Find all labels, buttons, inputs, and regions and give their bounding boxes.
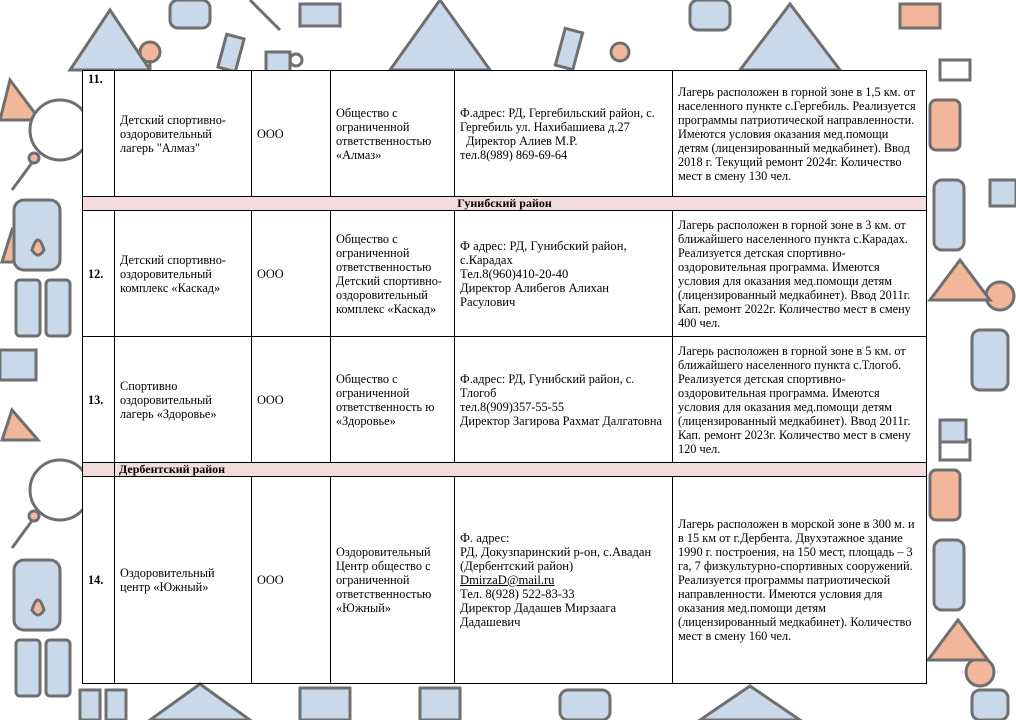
camp-info: Лагерь расположен в горной зоне в 3 км. от ближайшего населенного пункта с.Карадах. Реализуется детская спортивно-оздоровительная программа. Имеются условия для оказания мед.помощи детям (лицензированный медкабинет). Ввод 2011г. Кап. ремонт 2022г. Количество мест в смену 400 чел.: [673, 211, 927, 337]
address-line: Ф.адрес: РД, Гунибский район, с. Тлогоб: [460, 371, 635, 400]
water-bottle-icon: [934, 180, 964, 610]
moth-icon: [966, 658, 994, 686]
camp-name: Детский спортивно-оздоровительный комплекс «Каскад»: [115, 211, 252, 337]
legal-form: ООО: [252, 337, 331, 463]
boot-icon: [300, 688, 350, 720]
address-cell: [455, 211, 673, 337]
row-number: 13.: [83, 337, 115, 463]
owner-organization: Оздоровительный Центр общество с ограниченной ответственностью «Южный»: [331, 477, 455, 684]
boot-icon: [300, 4, 340, 26]
gas-canister-icon: [218, 34, 244, 72]
pine-tree-icon: [611, 43, 629, 61]
address-line: Директор Дадашев Мирзаага Дадашевич: [460, 601, 617, 629]
address-line: Тел.8(960)410-20-40: [460, 266, 569, 281]
address-cell: [455, 71, 673, 197]
owner-organization: Общество с ограниченной ответственностью Детский спортивно-оздоровительный комплекс «Каскад»: [331, 211, 455, 337]
address-cell: [455, 477, 673, 684]
gas-canister-icon: [14, 200, 60, 630]
district-name: Гунибский район: [83, 197, 927, 211]
address-line: Ф.адрес: РД, Гергебильский район, с. Гергебиль ул. Нахибашиева д.27: [460, 105, 655, 134]
mountain-icon: [390, 0, 490, 70]
legal-form: ООО: [252, 211, 331, 337]
address-line: Директор Алиев М.Р.: [460, 133, 578, 148]
district-header-row: [83, 463, 927, 477]
address-line: Ф адрес: РД, Гунибский район, с.Карадах: [460, 238, 627, 267]
camp-info: Лагерь расположен в горной зоне в 5 км. от ближайшего населенного пункта с.Тлогоб. Реализуется детская спортивно-оздоровительная программа. Имеются условия для оказания мед.помощи детям (лицензированный медкабинет). Ввод 2011г. Кап. ремонт 2023г. Количество мест в смену 120 чел.: [673, 337, 927, 463]
address-line: Директор Загирова Рахмат Далгатовна: [460, 413, 662, 428]
owner-organization: Общество с ограниченной ответственностью «Алмаз»: [331, 71, 455, 197]
camp-name: Детский спортивно-оздоровительный лагерь "Алмаз": [115, 71, 252, 197]
district-header-row: [83, 197, 927, 211]
district-empty-cell: [83, 463, 115, 477]
camp-stove-icon: [420, 688, 460, 720]
gas-canister-icon: [555, 28, 582, 69]
mug-icon: [266, 52, 302, 72]
mountain-icon: [70, 10, 150, 70]
moth-icon: [986, 282, 1014, 310]
mountain-icon: [700, 686, 800, 720]
address-line: Ф. адрес:: [460, 531, 510, 545]
address-line: Тел. 8(928) 522-83-33: [460, 587, 575, 601]
match-icon: [250, 0, 280, 30]
row-number: 11.: [83, 71, 115, 197]
camp-name: Спортивно оздоровительный лагерь «Здоровье»: [115, 337, 252, 463]
email-link[interactable]: DmirzaD@mail.ru: [460, 573, 555, 587]
table-row: [83, 337, 927, 463]
table-row: [83, 477, 927, 684]
row-number: 14.: [83, 477, 115, 684]
table-row: [83, 211, 927, 337]
address-line: тел.8(909)357-55-55: [460, 399, 565, 414]
camp-name: Оздоровительный центр «Южный»: [115, 477, 252, 684]
camp-info: Лагерь расположен в морской зоне в 300 м. и в 15 км от г.Дербента. Двухэтажное здание 1990 г. построения, на 150 мест, площадь – 3 га, 7 физкультурно-спортивных сооружений. Реализуется программы патриотической направленности. Имеются условия для оказания мед.помощи детям (лицензированный медкабинет). Количество мест в смену 160 чел.: [673, 477, 927, 684]
sleeping-bag-icon: [170, 0, 210, 28]
binoculars-icon: [80, 690, 126, 720]
boot-icon: [0, 350, 36, 380]
camp-info: Лагерь расположен в горной зоне в 1,5 км. от населенного пункте с.Гергебиль. Реализуется программы патриотической направленности. Имеются условия оказания мед.помощи детям (лицензированный медкабинет). Ввод 2018 г. Текущий ремонт 2024г. Количество мест в смену 130 чел.: [673, 71, 927, 197]
sleeping-bag-icon: [560, 690, 610, 720]
boot-icon: [900, 4, 940, 28]
row-number: 12.: [83, 211, 115, 337]
table-row: [83, 71, 927, 197]
district-name: Дербентский район: [115, 463, 927, 477]
address-line: Директор Алибегов Алихан Расулович: [460, 280, 610, 309]
address-line: РД, Докузпаринский р-он, с.Авадан (Дербентский район): [460, 545, 652, 573]
camps-table: [82, 70, 927, 684]
document-page: [82, 70, 926, 681]
mountain-icon: [150, 684, 250, 720]
address-line: тел.8(989) 869-69-64: [460, 147, 568, 162]
mountain-icon: [740, 4, 840, 70]
sleeping-bag-icon: [690, 0, 730, 30]
legal-form: ООО: [252, 477, 331, 684]
address-cell: [455, 337, 673, 463]
owner-organization: Общество с ограниченной ответственность ю «Здоровье»: [331, 337, 455, 463]
legal-form: ООО: [252, 71, 331, 197]
